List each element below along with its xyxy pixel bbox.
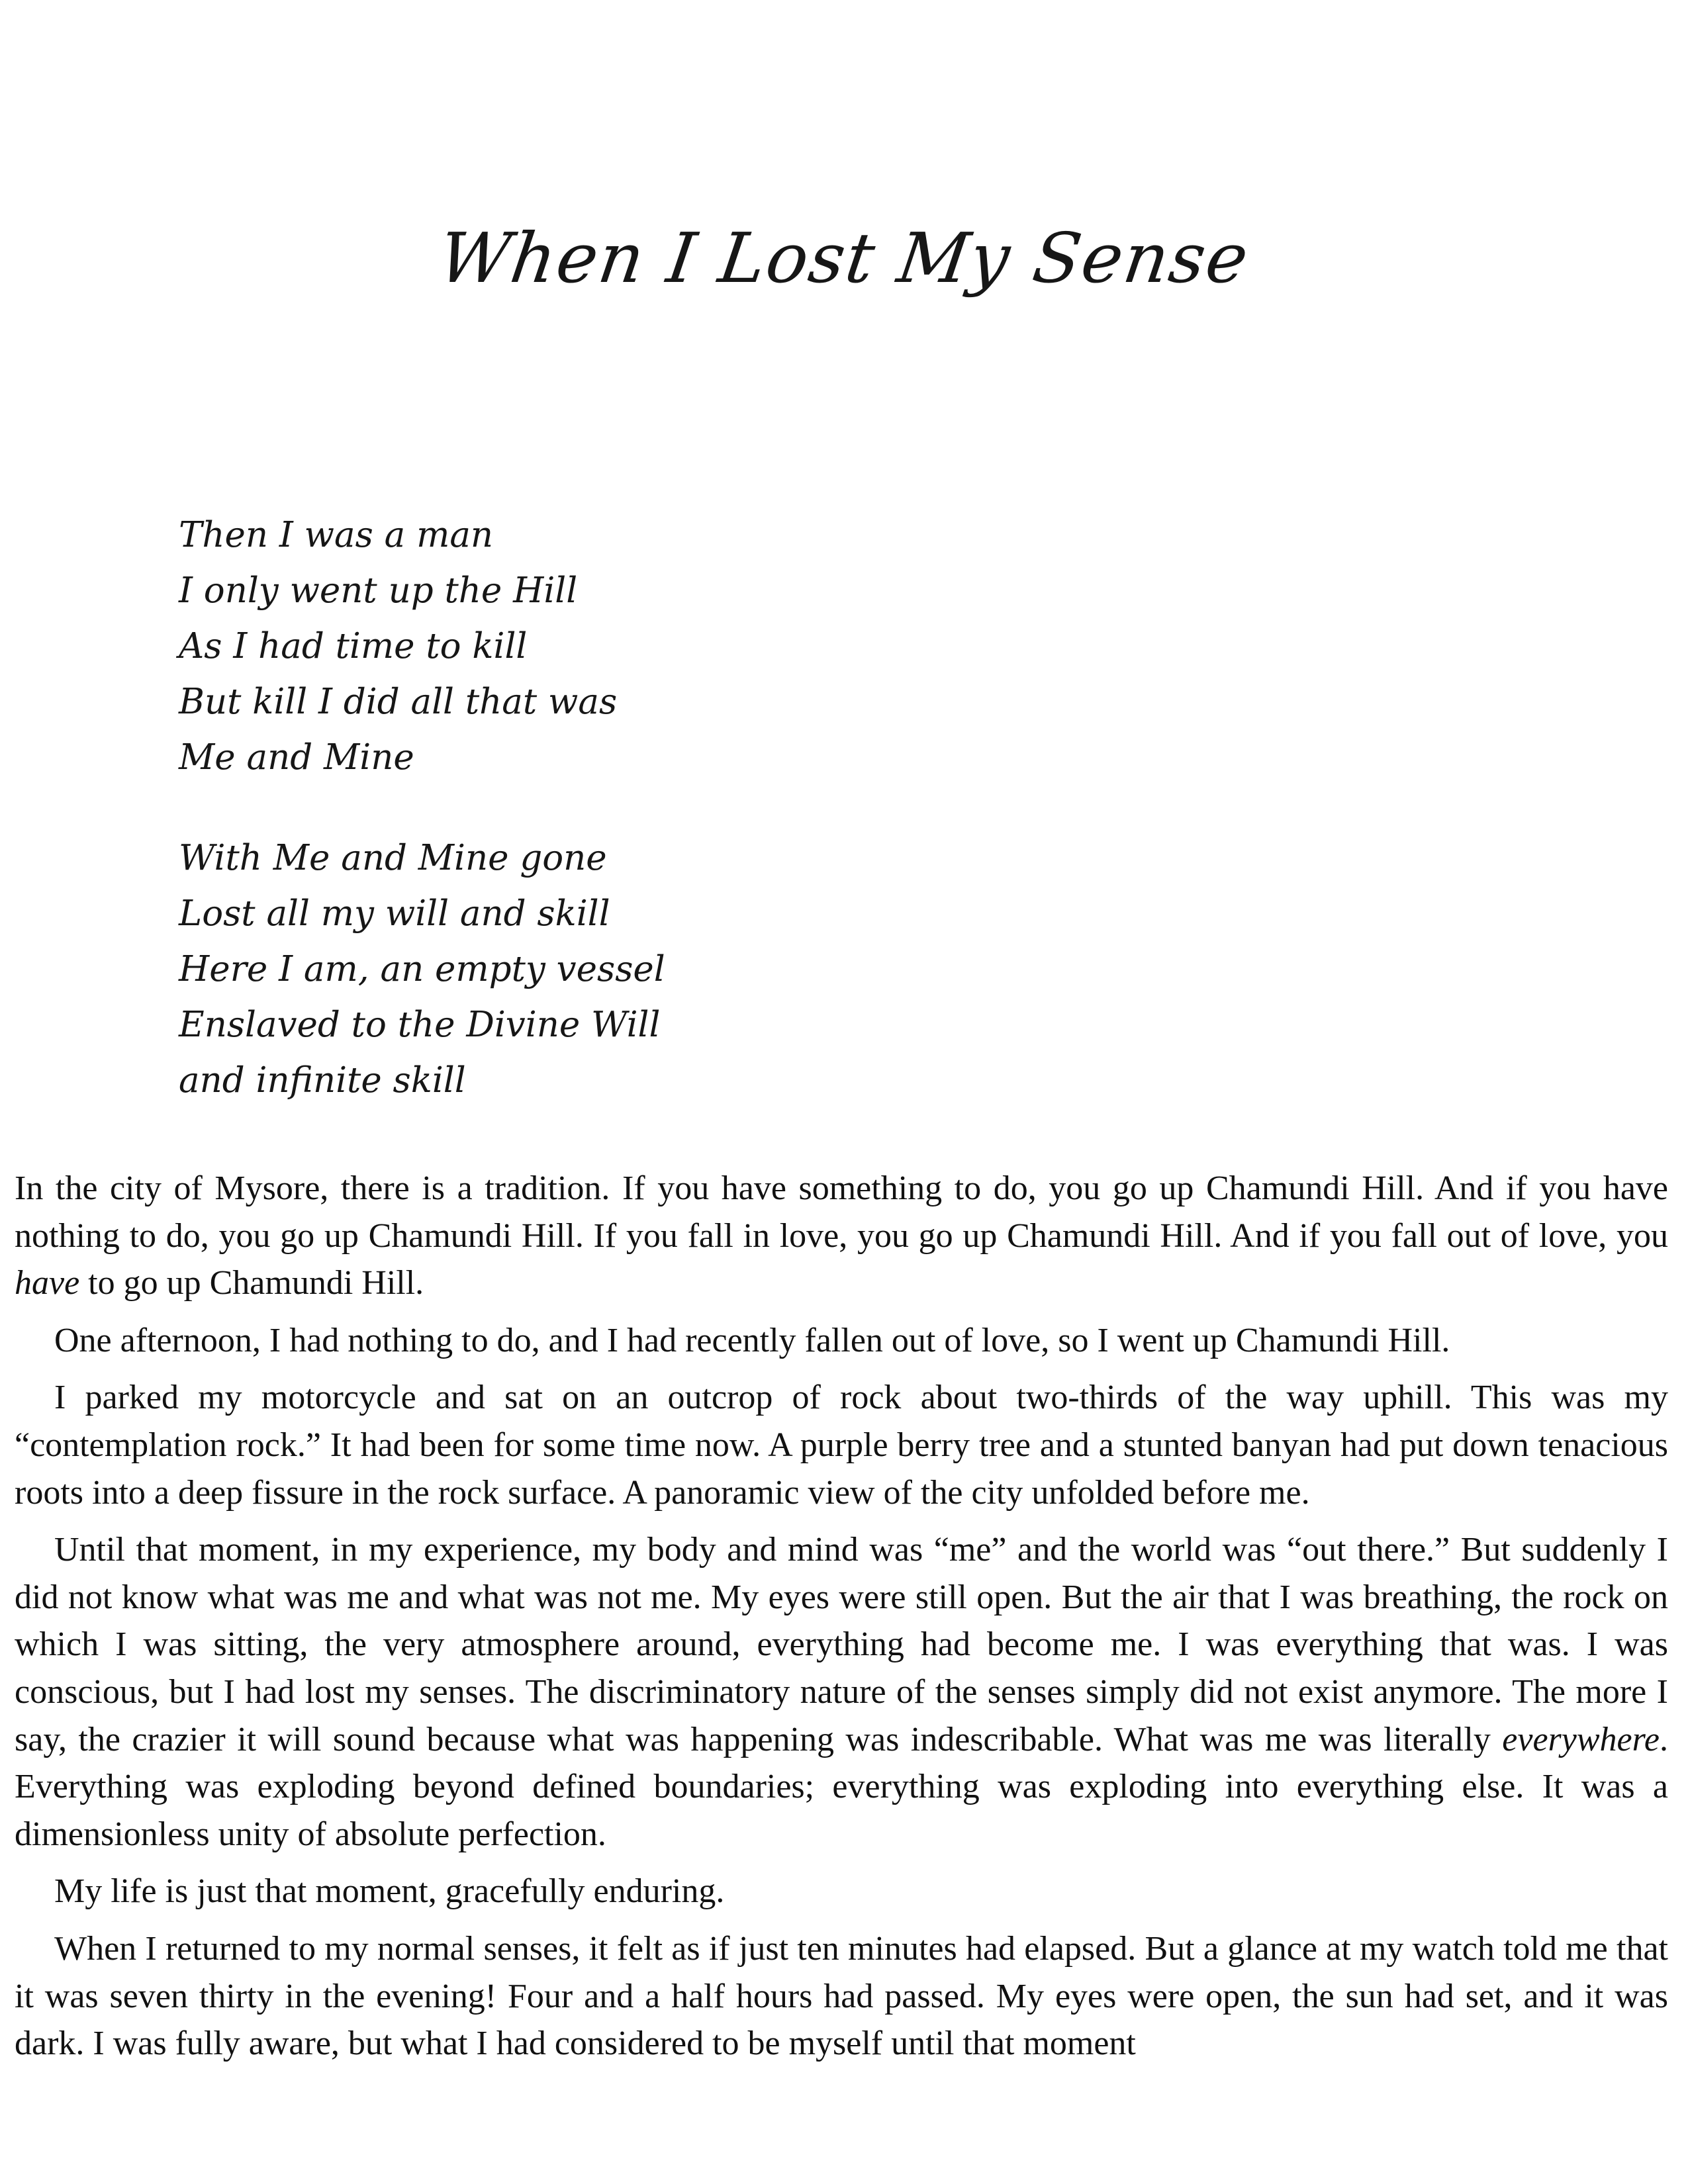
poem-line: But kill I did all that was xyxy=(179,682,618,722)
paragraph-2: One afternoon, I had nothing to do, and I had recently fallen out of love, so I went up Chamundi Hill. xyxy=(54,1321,1450,1359)
poem-line: Then I was a man xyxy=(179,515,494,555)
paragraph-text: Until that moment, in my experience, my body and mind was “me” and the world was “out there.” But suddenly I did not know what was me and what was not me. My eyes were still open. But the air that I was breathing, the rock on which I was sitting, the very atmosphere around, everything had become me. I was everything that was. I was conscious, but I had lost my senses. The discriminatory nature of the senses simply did not exist anymore. The more I say, the crazier it will sound because what was happening was indescribable. What was me was literally xyxy=(15,1531,1668,1758)
paragraph-text: to go up Chamundi Hill. xyxy=(79,1264,424,1302)
emphasis-text: everywhere xyxy=(1502,1720,1660,1758)
poem-line: and infinite skill xyxy=(179,1060,466,1101)
paragraph-3: I parked my motorcycle and sat on an outcrop of rock about two-thirds of the way uphill. This was my “contemplation rock.” It had been for some time now. A purple berry tree and a stunted banyan had put down tenacious roots into a deep fissure in the rock surface. A panoramic view of the city unfolded before me. xyxy=(15,1379,1668,1512)
poem-line: Lost all my will and skill xyxy=(179,893,610,934)
poem-line: I only went up the Hill xyxy=(179,570,578,611)
poem-stanza-2 xyxy=(179,831,1105,1109)
poem-line: Here I am, an empty vessel xyxy=(179,949,665,989)
paragraph-4 xyxy=(15,1526,1668,1858)
chapter-title: When I Lost My Sense xyxy=(434,218,1254,298)
paragraph-text: In the city of Mysore, there is a tradition. If you have something to do, you go up Chamundi Hill. And if you have nothing to do, you go up Chamundi Hill. If you fall in love, you go up Chamundi Hill. And if you fall out of love, you xyxy=(15,1169,1668,1255)
poem-line: As I had time to kill xyxy=(179,626,528,666)
poem-line: Enslaved to the Divine Will xyxy=(179,1005,661,1045)
paragraph-text: . Everything was exploding beyond defined boundaries; everything was exploding into everything else. It was a dimensionless unity of absolute perfection. xyxy=(15,1720,1668,1853)
paragraph-6: When I returned to my normal senses, it felt as if just ten minutes had elapsed. But a glance at my watch told me that it was seven thirty in the evening! Four and a half hours had passed. My eyes were open, the sun had set, and it was dark. I was fully aware, but what I had considered to be myself until that moment xyxy=(15,1929,1668,2063)
paragraph-1 xyxy=(15,1165,1668,1307)
poem xyxy=(179,508,1105,1109)
body-text xyxy=(15,1165,1668,2068)
poem-line: With Me and Mine gone xyxy=(179,838,607,878)
emphasis-text: have xyxy=(15,1264,80,1302)
poem-line: Me and Mine xyxy=(179,737,414,778)
poem-stanza-1 xyxy=(179,508,1105,786)
paragraph-5: My life is just that moment, gracefully enduring. xyxy=(54,1872,725,1911)
